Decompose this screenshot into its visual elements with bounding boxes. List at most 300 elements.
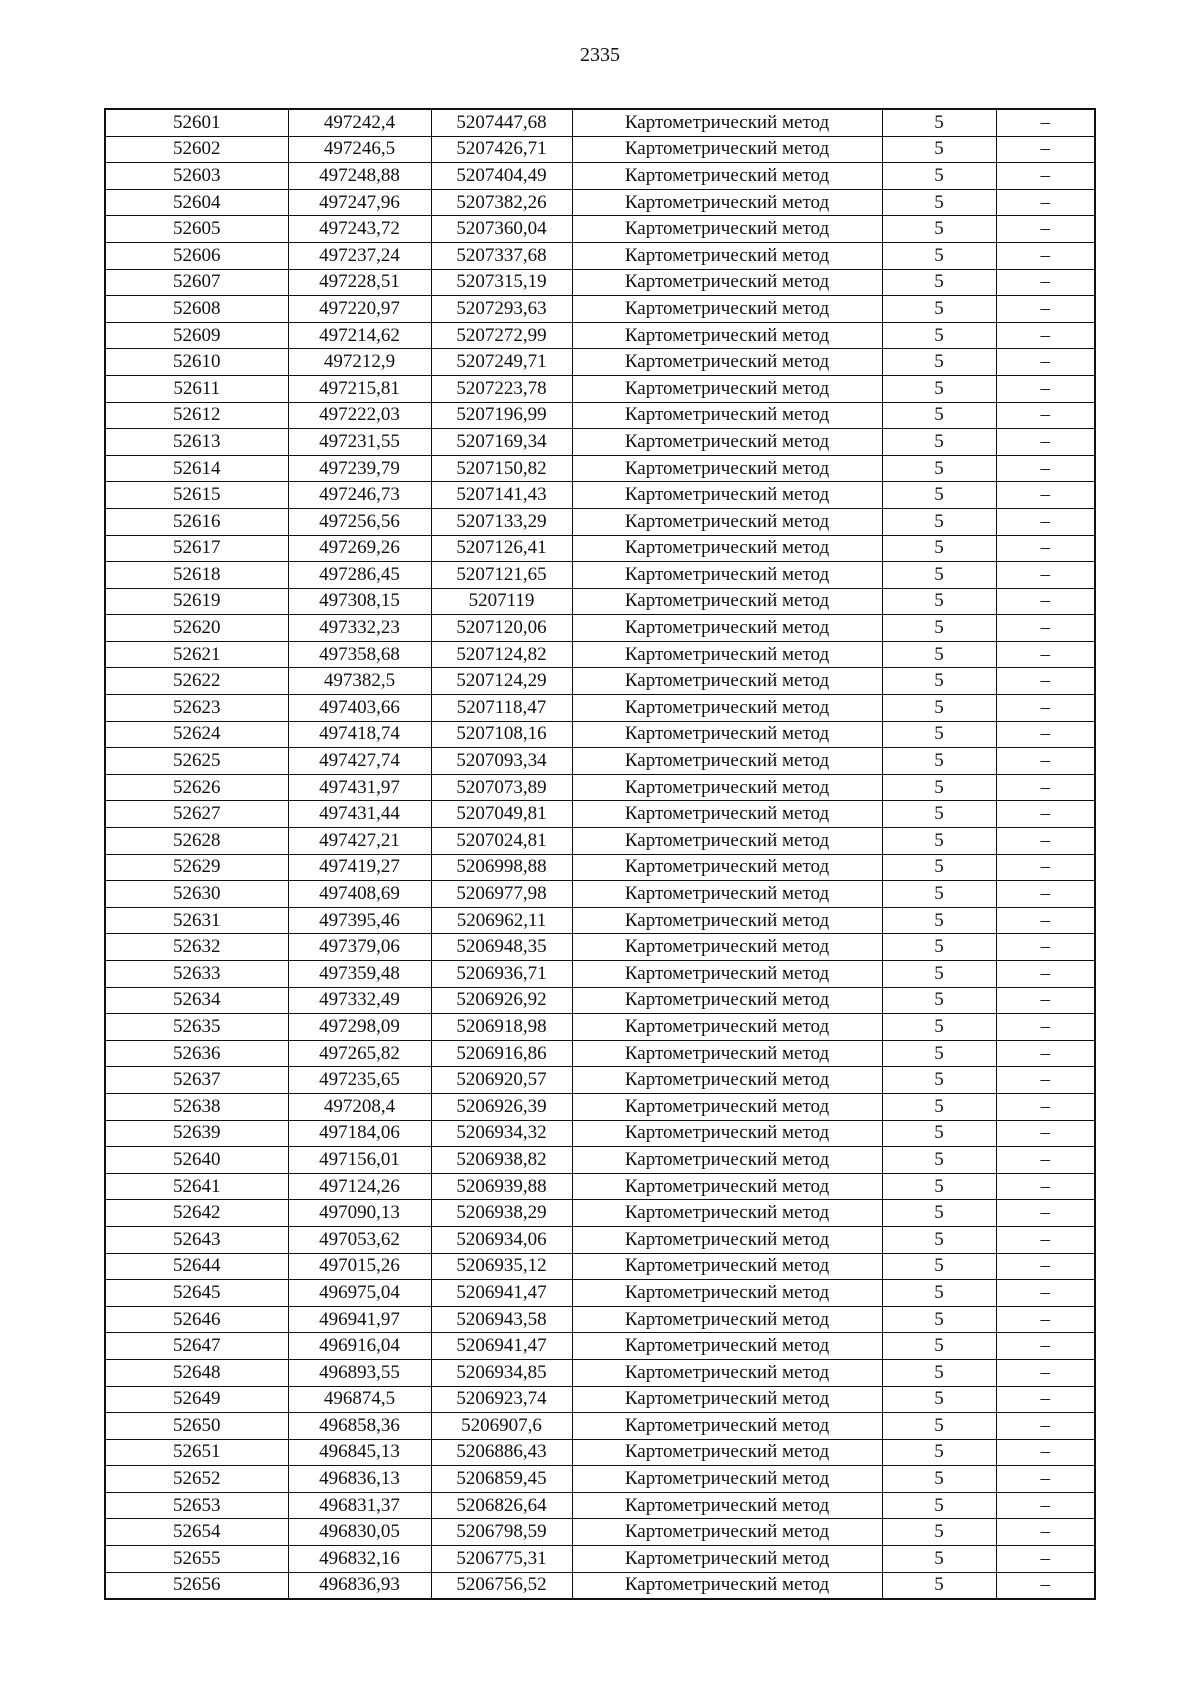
y-coordinate-cell: 5207124,29 (431, 668, 572, 695)
description-cell: – (996, 1359, 1095, 1386)
table-row (105, 1040, 1095, 1067)
table-row (105, 216, 1095, 243)
method-cell: Картометрический метод (572, 615, 882, 642)
method-cell: Картометрический метод (572, 322, 882, 349)
method-cell: Картометрический метод (572, 1067, 882, 1094)
description-cell: – (996, 402, 1095, 429)
x-coordinate-cell: 497427,74 (288, 748, 431, 775)
table-row (105, 961, 1095, 988)
x-coordinate-cell: 497418,74 (288, 721, 431, 748)
point-number-cell: 52653 (105, 1492, 288, 1519)
accuracy-cell: 5 (882, 1386, 996, 1413)
coordinates-table (104, 108, 1096, 1600)
method-cell: Картометрический метод (572, 934, 882, 961)
table-row (105, 136, 1095, 163)
description-cell: – (996, 615, 1095, 642)
point-number-cell: 52628 (105, 828, 288, 855)
table-row (105, 801, 1095, 828)
table-row (105, 1173, 1095, 1200)
point-number-cell: 52654 (105, 1519, 288, 1546)
accuracy-cell: 5 (882, 721, 996, 748)
accuracy-cell: 5 (882, 934, 996, 961)
point-number-cell: 52627 (105, 801, 288, 828)
method-cell: Картометрический метод (572, 774, 882, 801)
method-cell: Картометрический метод (572, 508, 882, 535)
description-cell: – (996, 189, 1095, 216)
method-cell: Картометрический метод (572, 801, 882, 828)
table-row (105, 1492, 1095, 1519)
accuracy-cell: 5 (882, 296, 996, 323)
method-cell: Картометрический метод (572, 881, 882, 908)
accuracy-cell: 5 (882, 1280, 996, 1307)
accuracy-cell: 5 (882, 455, 996, 482)
y-coordinate-cell: 5207049,81 (431, 801, 572, 828)
x-coordinate-cell: 497332,49 (288, 987, 431, 1014)
description-cell: – (996, 349, 1095, 376)
description-cell: – (996, 216, 1095, 243)
table-row (105, 1093, 1095, 1120)
table-row (105, 242, 1095, 269)
method-cell: Картометрический метод (572, 1200, 882, 1227)
y-coordinate-cell: 5207141,43 (431, 482, 572, 509)
description-cell: – (996, 508, 1095, 535)
y-coordinate-cell: 5206934,32 (431, 1120, 572, 1147)
method-cell: Картометрический метод (572, 1173, 882, 1200)
table-row (105, 1439, 1095, 1466)
method-cell: Картометрический метод (572, 1546, 882, 1573)
accuracy-cell: 5 (882, 1040, 996, 1067)
accuracy-cell: 5 (882, 1439, 996, 1466)
description-cell: – (996, 774, 1095, 801)
y-coordinate-cell: 5206998,88 (431, 854, 572, 881)
table-row (105, 907, 1095, 934)
accuracy-cell: 5 (882, 1067, 996, 1094)
x-coordinate-cell: 497215,81 (288, 375, 431, 402)
method-cell: Картометрический метод (572, 402, 882, 429)
description-cell: – (996, 1386, 1095, 1413)
y-coordinate-cell: 5207196,99 (431, 402, 572, 429)
description-cell: – (996, 668, 1095, 695)
point-number-cell: 52641 (105, 1173, 288, 1200)
y-coordinate-cell: 5207108,16 (431, 721, 572, 748)
table-row (105, 1466, 1095, 1493)
x-coordinate-cell: 496845,13 (288, 1439, 431, 1466)
accuracy-cell: 5 (882, 429, 996, 456)
y-coordinate-cell: 5206941,47 (431, 1333, 572, 1360)
method-cell: Картометрический метод (572, 748, 882, 775)
method-cell: Картометрический метод (572, 349, 882, 376)
point-number-cell: 52635 (105, 1014, 288, 1041)
method-cell: Картометрический метод (572, 429, 882, 456)
accuracy-cell: 5 (882, 588, 996, 615)
y-coordinate-cell: 5207315,19 (431, 269, 572, 296)
y-coordinate-cell: 5206859,45 (431, 1466, 572, 1493)
method-cell: Картометрический метод (572, 1439, 882, 1466)
y-coordinate-cell: 5207126,41 (431, 535, 572, 562)
table-row (105, 189, 1095, 216)
description-cell: – (996, 828, 1095, 855)
table-row (105, 1386, 1095, 1413)
accuracy-cell: 5 (882, 375, 996, 402)
method-cell: Картометрический метод (572, 588, 882, 615)
x-coordinate-cell: 497015,26 (288, 1253, 431, 1280)
description-cell: – (996, 296, 1095, 323)
x-coordinate-cell: 497212,9 (288, 349, 431, 376)
table-row (105, 1413, 1095, 1440)
description-cell: – (996, 1173, 1095, 1200)
method-cell: Картометрический метод (572, 216, 882, 243)
accuracy-cell: 5 (882, 1572, 996, 1599)
description-cell: – (996, 455, 1095, 482)
method-cell: Картометрический метод (572, 907, 882, 934)
description-cell: – (996, 482, 1095, 509)
method-cell: Картометрический метод (572, 163, 882, 190)
y-coordinate-cell: 5207447,68 (431, 109, 572, 136)
method-cell: Картометрический метод (572, 242, 882, 269)
y-coordinate-cell: 5207223,78 (431, 375, 572, 402)
y-coordinate-cell: 5206926,39 (431, 1093, 572, 1120)
description-cell: – (996, 1200, 1095, 1227)
table-row (105, 721, 1095, 748)
x-coordinate-cell: 497243,72 (288, 216, 431, 243)
table-row (105, 482, 1095, 509)
x-coordinate-cell: 496874,5 (288, 1386, 431, 1413)
table-row (105, 641, 1095, 668)
point-number-cell: 52629 (105, 854, 288, 881)
x-coordinate-cell: 497265,82 (288, 1040, 431, 1067)
accuracy-cell: 5 (882, 668, 996, 695)
table-row (105, 1572, 1095, 1599)
x-coordinate-cell: 497359,48 (288, 961, 431, 988)
y-coordinate-cell: 5207118,47 (431, 695, 572, 722)
y-coordinate-cell: 5207133,29 (431, 508, 572, 535)
method-cell: Картометрический метод (572, 1492, 882, 1519)
point-number-cell: 52649 (105, 1386, 288, 1413)
method-cell: Картометрический метод (572, 189, 882, 216)
accuracy-cell: 5 (882, 136, 996, 163)
point-number-cell: 52631 (105, 907, 288, 934)
y-coordinate-cell: 5207404,49 (431, 163, 572, 190)
point-number-cell: 52624 (105, 721, 288, 748)
description-cell: – (996, 1546, 1095, 1573)
accuracy-cell: 5 (882, 216, 996, 243)
description-cell: – (996, 854, 1095, 881)
method-cell: Картометрический метод (572, 1359, 882, 1386)
point-number-cell: 52655 (105, 1546, 288, 1573)
y-coordinate-cell: 5206920,57 (431, 1067, 572, 1094)
x-coordinate-cell: 497237,24 (288, 242, 431, 269)
point-number-cell: 52636 (105, 1040, 288, 1067)
accuracy-cell: 5 (882, 1147, 996, 1174)
method-cell: Картометрический метод (572, 562, 882, 589)
accuracy-cell: 5 (882, 774, 996, 801)
description-cell: – (996, 535, 1095, 562)
point-number-cell: 52630 (105, 881, 288, 908)
description-cell: – (996, 934, 1095, 961)
table-row (105, 615, 1095, 642)
x-coordinate-cell: 496941,97 (288, 1306, 431, 1333)
table-row (105, 668, 1095, 695)
y-coordinate-cell: 5206977,98 (431, 881, 572, 908)
description-cell: – (996, 1306, 1095, 1333)
method-cell: Картометрический метод (572, 535, 882, 562)
y-coordinate-cell: 5206934,85 (431, 1359, 572, 1386)
y-coordinate-cell: 5207360,04 (431, 216, 572, 243)
accuracy-cell: 5 (882, 1014, 996, 1041)
x-coordinate-cell: 497246,73 (288, 482, 431, 509)
point-number-cell: 52642 (105, 1200, 288, 1227)
point-number-cell: 52625 (105, 748, 288, 775)
page-number: 2335 (580, 44, 620, 66)
point-number-cell: 52643 (105, 1226, 288, 1253)
description-cell: – (996, 1413, 1095, 1440)
description-cell: – (996, 1014, 1095, 1041)
x-coordinate-cell: 496916,04 (288, 1333, 431, 1360)
x-coordinate-cell: 497242,4 (288, 109, 431, 136)
point-number-cell: 52645 (105, 1280, 288, 1307)
point-number-cell: 52616 (105, 508, 288, 535)
description-cell: – (996, 242, 1095, 269)
table-row (105, 1120, 1095, 1147)
accuracy-cell: 5 (882, 828, 996, 855)
x-coordinate-cell: 497298,09 (288, 1014, 431, 1041)
x-coordinate-cell: 497247,96 (288, 189, 431, 216)
description-cell: – (996, 907, 1095, 934)
y-coordinate-cell: 5206935,12 (431, 1253, 572, 1280)
x-coordinate-cell: 497427,21 (288, 828, 431, 855)
point-number-cell: 52638 (105, 1093, 288, 1120)
point-number-cell: 52648 (105, 1359, 288, 1386)
description-cell: – (996, 1226, 1095, 1253)
point-number-cell: 52607 (105, 269, 288, 296)
table-row (105, 1359, 1095, 1386)
table-row (105, 163, 1095, 190)
accuracy-cell: 5 (882, 1333, 996, 1360)
accuracy-cell: 5 (882, 189, 996, 216)
x-coordinate-cell: 497358,68 (288, 641, 431, 668)
table-row (105, 987, 1095, 1014)
method-cell: Картометрический метод (572, 1413, 882, 1440)
method-cell: Картометрический метод (572, 136, 882, 163)
description-cell: – (996, 269, 1095, 296)
accuracy-cell: 5 (882, 1120, 996, 1147)
point-number-cell: 52618 (105, 562, 288, 589)
description-cell: – (996, 987, 1095, 1014)
x-coordinate-cell: 496830,05 (288, 1519, 431, 1546)
description-cell: – (996, 881, 1095, 908)
method-cell: Картометрический метод (572, 1466, 882, 1493)
x-coordinate-cell: 497408,69 (288, 881, 431, 908)
point-number-cell: 52640 (105, 1147, 288, 1174)
method-cell: Картометрический метод (572, 1572, 882, 1599)
y-coordinate-cell: 5206948,35 (431, 934, 572, 961)
x-coordinate-cell: 496832,16 (288, 1546, 431, 1573)
method-cell: Картометрический метод (572, 455, 882, 482)
point-number-cell: 52637 (105, 1067, 288, 1094)
description-cell: – (996, 801, 1095, 828)
x-coordinate-cell: 497124,26 (288, 1173, 431, 1200)
method-cell: Картометрический метод (572, 296, 882, 323)
accuracy-cell: 5 (882, 641, 996, 668)
description-cell: – (996, 961, 1095, 988)
table-row (105, 1333, 1095, 1360)
method-cell: Картометрический метод (572, 1040, 882, 1067)
y-coordinate-cell: 5206938,29 (431, 1200, 572, 1227)
table-row (105, 934, 1095, 961)
accuracy-cell: 5 (882, 163, 996, 190)
method-cell: Картометрический метод (572, 1253, 882, 1280)
x-coordinate-cell: 497308,15 (288, 588, 431, 615)
y-coordinate-cell: 5207093,34 (431, 748, 572, 775)
method-cell: Картометрический метод (572, 854, 882, 881)
table-row (105, 695, 1095, 722)
method-cell: Картометрический метод (572, 1120, 882, 1147)
table-row (105, 1226, 1095, 1253)
x-coordinate-cell: 496893,55 (288, 1359, 431, 1386)
y-coordinate-cell: 5206962,11 (431, 907, 572, 934)
y-coordinate-cell: 5206907,6 (431, 1413, 572, 1440)
y-coordinate-cell: 5206926,92 (431, 987, 572, 1014)
table-row (105, 562, 1095, 589)
point-number-cell: 52612 (105, 402, 288, 429)
table-row (105, 1200, 1095, 1227)
accuracy-cell: 5 (882, 1093, 996, 1120)
description-cell: – (996, 1333, 1095, 1360)
point-number-cell: 52633 (105, 961, 288, 988)
table-row (105, 1306, 1095, 1333)
method-cell: Картометрический метод (572, 1333, 882, 1360)
accuracy-cell: 5 (882, 1226, 996, 1253)
point-number-cell: 52606 (105, 242, 288, 269)
table-row (105, 1253, 1095, 1280)
description-cell: – (996, 375, 1095, 402)
table-row (105, 1147, 1095, 1174)
accuracy-cell: 5 (882, 695, 996, 722)
accuracy-cell: 5 (882, 987, 996, 1014)
accuracy-cell: 5 (882, 1492, 996, 1519)
accuracy-cell: 5 (882, 1413, 996, 1440)
table-row (105, 269, 1095, 296)
x-coordinate-cell: 497228,51 (288, 269, 431, 296)
point-number-cell: 52656 (105, 1572, 288, 1599)
table-row (105, 774, 1095, 801)
x-coordinate-cell: 497239,79 (288, 455, 431, 482)
x-coordinate-cell: 497269,26 (288, 535, 431, 562)
point-number-cell: 52626 (105, 774, 288, 801)
table-row (105, 1546, 1095, 1573)
point-number-cell: 52615 (105, 482, 288, 509)
method-cell: Картометрический метод (572, 695, 882, 722)
method-cell: Картометрический метод (572, 1386, 882, 1413)
table-row (105, 429, 1095, 456)
description-cell: – (996, 562, 1095, 589)
table-row (105, 349, 1095, 376)
accuracy-cell: 5 (882, 109, 996, 136)
table-row (105, 109, 1095, 136)
y-coordinate-cell: 5206943,58 (431, 1306, 572, 1333)
accuracy-cell: 5 (882, 349, 996, 376)
table-row (105, 508, 1095, 535)
accuracy-cell: 5 (882, 1546, 996, 1573)
y-coordinate-cell: 5206939,88 (431, 1173, 572, 1200)
description-cell: – (996, 163, 1095, 190)
point-number-cell: 52650 (105, 1413, 288, 1440)
x-coordinate-cell: 497431,97 (288, 774, 431, 801)
point-number-cell: 52608 (105, 296, 288, 323)
method-cell: Картометрический метод (572, 1014, 882, 1041)
x-coordinate-cell: 497208,4 (288, 1093, 431, 1120)
description-cell: – (996, 322, 1095, 349)
point-number-cell: 52614 (105, 455, 288, 482)
x-coordinate-cell: 497184,06 (288, 1120, 431, 1147)
y-coordinate-cell: 5207150,82 (431, 455, 572, 482)
accuracy-cell: 5 (882, 801, 996, 828)
accuracy-cell: 5 (882, 242, 996, 269)
accuracy-cell: 5 (882, 881, 996, 908)
point-number-cell: 52647 (105, 1333, 288, 1360)
description-cell: – (996, 695, 1095, 722)
method-cell: Картометрический метод (572, 375, 882, 402)
method-cell: Картометрический метод (572, 1093, 882, 1120)
y-coordinate-cell: 5207121,65 (431, 562, 572, 589)
accuracy-cell: 5 (882, 269, 996, 296)
method-cell: Картометрический метод (572, 482, 882, 509)
accuracy-cell: 5 (882, 961, 996, 988)
method-cell: Картометрический метод (572, 269, 882, 296)
point-number-cell: 52651 (105, 1439, 288, 1466)
point-number-cell: 52652 (105, 1466, 288, 1493)
y-coordinate-cell: 5206938,82 (431, 1147, 572, 1174)
method-cell: Картометрический метод (572, 1226, 882, 1253)
description-cell: – (996, 1572, 1095, 1599)
point-number-cell: 52602 (105, 136, 288, 163)
y-coordinate-cell: 5206775,31 (431, 1546, 572, 1573)
y-coordinate-cell: 5206941,47 (431, 1280, 572, 1307)
x-coordinate-cell: 496858,36 (288, 1413, 431, 1440)
point-number-cell: 52610 (105, 349, 288, 376)
x-coordinate-cell: 496975,04 (288, 1280, 431, 1307)
point-number-cell: 52611 (105, 375, 288, 402)
method-cell: Картометрический метод (572, 1519, 882, 1546)
description-cell: – (996, 1067, 1095, 1094)
point-number-cell: 52632 (105, 934, 288, 961)
method-cell: Картометрический метод (572, 668, 882, 695)
method-cell: Картометрический метод (572, 721, 882, 748)
x-coordinate-cell: 497395,46 (288, 907, 431, 934)
table-row (105, 296, 1095, 323)
point-number-cell: 52605 (105, 216, 288, 243)
point-number-cell: 52617 (105, 535, 288, 562)
accuracy-cell: 5 (882, 1306, 996, 1333)
point-number-cell: 52644 (105, 1253, 288, 1280)
x-coordinate-cell: 497156,01 (288, 1147, 431, 1174)
accuracy-cell: 5 (882, 482, 996, 509)
method-cell: Картометрический метод (572, 1280, 882, 1307)
method-cell: Картометрический метод (572, 641, 882, 668)
description-cell: – (996, 429, 1095, 456)
description-cell: – (996, 1280, 1095, 1307)
accuracy-cell: 5 (882, 562, 996, 589)
point-number-cell: 52604 (105, 189, 288, 216)
accuracy-cell: 5 (882, 535, 996, 562)
method-cell: Картометрический метод (572, 1147, 882, 1174)
point-number-cell: 52621 (105, 641, 288, 668)
coordinates-table-body (105, 109, 1095, 1599)
description-cell: – (996, 1093, 1095, 1120)
table-row (105, 535, 1095, 562)
accuracy-cell: 5 (882, 1519, 996, 1546)
method-cell: Картометрический метод (572, 828, 882, 855)
